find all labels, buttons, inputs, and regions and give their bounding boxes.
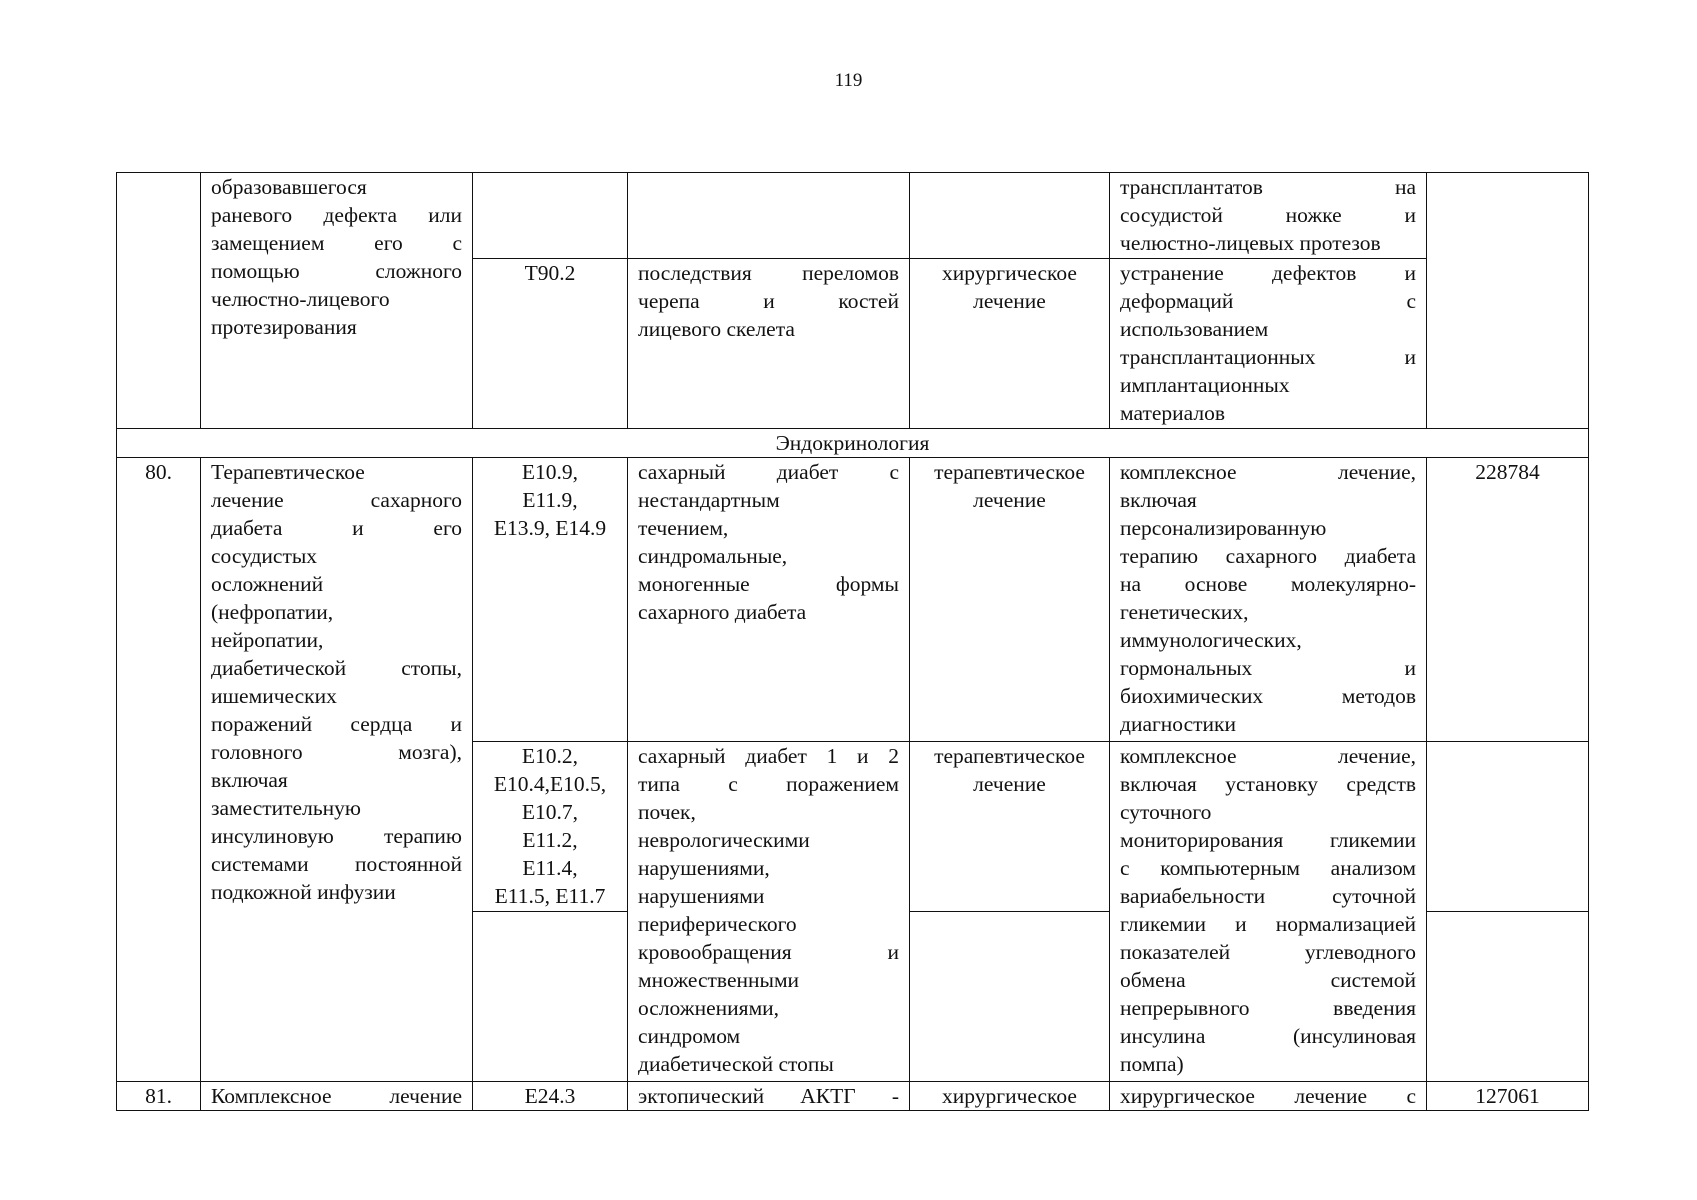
text-line: лицевого скелета — [638, 317, 795, 341]
cell-type — [910, 259, 1110, 429]
page-number: 119 — [834, 70, 863, 91]
text-line: нарушениями — [638, 884, 765, 908]
text-line: головного мозга), — [211, 740, 462, 764]
text-line: E10.4,E10.5, — [493, 772, 607, 796]
text-line: сахарный диабет с — [638, 460, 899, 484]
text-line: осложнений — [211, 572, 324, 596]
text-line: мониторирования гликемии — [1120, 828, 1416, 852]
text-line: включая — [1120, 488, 1197, 512]
text-line: с компьютерным анализом — [1120, 856, 1416, 880]
text-line: вариабельности суточной — [1120, 884, 1416, 908]
section-title: Эндокринология — [117, 429, 1589, 458]
text-line: E11.9, — [522, 488, 578, 512]
text-line: моногенные формы — [638, 572, 899, 596]
text-line: лечение — [973, 772, 1046, 796]
text-line: челюстно-лицевого — [211, 287, 390, 311]
cell-method — [1110, 259, 1427, 429]
text-line: системами постоянной — [211, 852, 462, 876]
cell-method — [1110, 458, 1427, 742]
text-line: множественными — [638, 968, 800, 992]
text-line: сосудистой ножке и — [1120, 203, 1416, 227]
cell-num — [117, 173, 201, 429]
text-line: инсулиновую терапию — [211, 824, 462, 848]
text-line: гликемии и нормализацией — [1120, 912, 1416, 936]
text-line: подкожной инфузии — [211, 880, 396, 904]
text-line: синдромом — [638, 1024, 741, 1048]
text-line: помпа) — [1120, 1052, 1184, 1076]
table-row — [117, 173, 1589, 259]
text-line: E13.9, E14.9 — [493, 516, 607, 540]
cell-method — [1110, 742, 1427, 1082]
text-line: раневого дефекта или — [211, 203, 462, 227]
cell-price — [1427, 742, 1589, 912]
cell-price: 127061 — [1427, 1082, 1589, 1111]
text-line: (нефропатии, — [211, 600, 334, 624]
text-line: суточного — [1120, 800, 1212, 824]
cell-model — [628, 742, 910, 1082]
text-line: образовавшегося — [211, 175, 367, 199]
text-line: кровообращения и — [638, 940, 899, 964]
text-line: хирургическое лечение с — [1120, 1084, 1416, 1108]
cell-price — [1427, 173, 1589, 429]
text-line: использованием — [1120, 317, 1269, 341]
text-line: терапевтическое — [934, 460, 1085, 484]
text-line: имплантационных — [1120, 373, 1290, 397]
cell-type — [910, 742, 1110, 912]
text-line: лечение сахарного — [211, 488, 462, 512]
text-line: инсулина (инсулиновая — [1120, 1024, 1416, 1048]
text-line: диабета и его — [211, 516, 462, 540]
text-line: осложнениями, — [638, 996, 780, 1020]
text-line: показателей углеводного — [1120, 940, 1416, 964]
text-line: неврологическими — [638, 828, 810, 852]
cell-type — [910, 458, 1110, 742]
text-line: E11.2, — [522, 828, 578, 852]
text-line: гормональных и — [1120, 656, 1416, 680]
text-line: лечение — [973, 289, 1046, 313]
text-line: синдромальные, — [638, 544, 788, 568]
table-row — [117, 458, 1589, 742]
cell-type — [910, 173, 1110, 259]
text-line: E11.5, E11.7 — [494, 884, 606, 908]
text-line: течением, — [638, 516, 729, 540]
text-line: почек, — [638, 800, 696, 824]
text-line: сосудистых — [211, 544, 318, 568]
text-line: лечение — [973, 488, 1046, 512]
text-line: типа с поражением — [638, 772, 899, 796]
text-line: трансплантатов на — [1120, 175, 1416, 199]
text-line: E10.2, — [521, 744, 579, 768]
text-line: E10.7, — [521, 800, 579, 824]
text-line: E11.4, — [522, 856, 578, 880]
text-line: комплексное лечение, — [1120, 460, 1416, 484]
text-line: нарушениями, — [638, 856, 770, 880]
text-line: комплексное лечение, — [1120, 744, 1416, 768]
cell-code: T90.2 — [473, 259, 628, 429]
text-line: E10.9, — [521, 460, 579, 484]
cell-code — [473, 173, 628, 259]
cell-name — [201, 173, 473, 429]
cell-method — [1110, 1082, 1427, 1111]
text-line: диагностики — [1120, 712, 1236, 736]
text-line: замещением его с — [211, 231, 462, 255]
cell-name — [201, 458, 473, 1082]
text-line: нестандартным — [638, 488, 780, 512]
text-line: нейропатии, — [211, 628, 324, 652]
text-line: эктопический АКТГ - — [638, 1084, 899, 1108]
text-line: Комплексное лечение — [211, 1084, 462, 1108]
text-line: на основе молекулярно- — [1120, 572, 1416, 596]
text-line: сахарный диабет 1 и 2 — [638, 744, 899, 768]
text-line: непрерывного введения — [1120, 996, 1416, 1020]
cell-method — [1110, 173, 1427, 259]
text-line: помощью сложного — [211, 259, 462, 283]
text-line: сахарного диабета — [638, 600, 807, 624]
text-line: трансплантационных и — [1120, 345, 1416, 369]
text-line: обмена системой — [1120, 968, 1416, 992]
text-line: хирургическое — [942, 261, 1077, 285]
text-line: включая — [211, 768, 288, 792]
cell-type: хирургическое — [910, 1082, 1110, 1111]
cell-model — [628, 1082, 910, 1111]
cell-code — [473, 458, 628, 742]
cell-code: E24.3 — [473, 1082, 628, 1111]
text-line: поражений сердца и — [211, 712, 462, 736]
section-row — [117, 429, 1589, 458]
text-line: биохимических методов — [1120, 684, 1416, 708]
cell-name — [201, 1082, 473, 1111]
text-line: персонализированную — [1120, 516, 1327, 540]
text-line: Терапевтическое — [211, 460, 365, 484]
cell-code — [473, 742, 628, 912]
text-line: последствия переломов — [638, 261, 899, 285]
procedures-table — [116, 172, 1589, 1111]
text-line: устранение дефектов и — [1120, 261, 1416, 285]
text-line: деформаций с — [1120, 289, 1416, 313]
text-line: диабетической стопы, — [211, 656, 462, 680]
cell-price: 228784 — [1427, 458, 1589, 742]
cell-type — [910, 912, 1110, 1082]
text-line: включая установку средств — [1120, 772, 1416, 796]
text-line: черепа и костей — [638, 289, 899, 313]
text-line: протезирования — [211, 315, 357, 339]
text-line: диабетической стопы — [638, 1052, 834, 1076]
cell-model — [628, 259, 910, 429]
cell-model — [628, 173, 910, 259]
cell-model — [628, 458, 910, 742]
cell-price — [1427, 912, 1589, 1082]
text-line: генетических, — [1120, 600, 1249, 624]
cell-num: 80. — [117, 458, 201, 1082]
text-line: терапевтическое — [934, 744, 1085, 768]
text-line: периферического — [638, 912, 797, 936]
cell-num: 81. — [117, 1082, 201, 1111]
text-line: материалов — [1120, 401, 1226, 425]
cell-code — [473, 912, 628, 1082]
table-row — [117, 1082, 1589, 1111]
text-line: заместительную — [211, 796, 361, 820]
text-line: терапию сахарного диабета — [1120, 544, 1416, 568]
text-line: иммунологических, — [1120, 628, 1302, 652]
text-line: ишемических — [211, 684, 337, 708]
text-line: челюстно-лицевых протезов — [1120, 231, 1381, 255]
